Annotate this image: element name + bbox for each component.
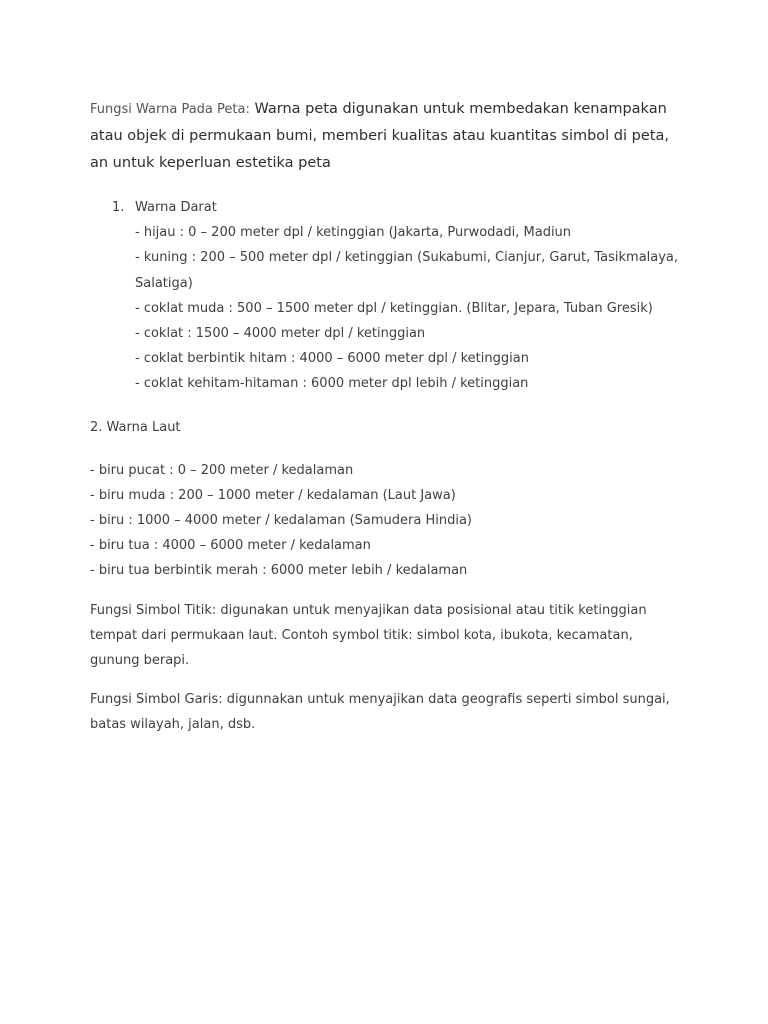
- intro-text: Warna peta digunakan untuk membedakan kenampakan atau objek di permukaan bumi, memberi kualitas atau kuantitas simbol di peta, an untuk keperluan estetika peta: [90, 101, 669, 171]
- sea-color-entry: - biru tua : 4000 – 6000 meter / kedalaman: [90, 538, 371, 554]
- sea-color-entry: - biru tua berbintik merah : 6000 meter lebih / kedalaman: [90, 563, 468, 579]
- sea-colors-heading: 2. Warna Laut: [90, 419, 181, 435]
- land-colors-number: 1.: [112, 200, 125, 215]
- land-color-entry: - coklat muda : 500 – 1500 meter dpl / ketinggian. (Blitar, Jepara, Tuban Gresik): [135, 300, 653, 316]
- intro-paragraph: [90, 96, 680, 177]
- land-color-entry: - hijau : 0 – 200 meter dpl / ketinggian (Jakarta, Purwodadi, Madiun: [135, 225, 572, 241]
- point-symbol-paragraph: Fungsi Simbol Titik: digunakan untuk menyajikan data posisional atau titik ketinggian tempat dari permukaan laut. Contoh symbol titik: simbol kota, ibukota, kecamatan, gunung berapi.: [90, 602, 647, 669]
- land-colors-item: [90, 195, 680, 397]
- sea-color-entry: - biru : 1000 – 4000 meter / kedalaman (Samudera Hindia): [90, 513, 473, 529]
- land-colors-section: [90, 195, 680, 397]
- land-colors-title: Warna Darat: [135, 200, 217, 215]
- intro-lead: Fungsi Warna Pada Peta:: [90, 102, 250, 117]
- land-color-entry: - coklat berbintik hitam : 4000 – 6000 meter dpl / ketinggian: [135, 351, 529, 367]
- land-color-entry: - kuning : 200 – 500 meter dpl / ketinggian (Sukabumi, Cianjur, Garut, Tasikmalaya, Salatiga): [135, 250, 679, 291]
- sea-color-entry: - biru muda : 200 – 1000 meter / kedalaman (Laut Jawa): [90, 487, 456, 503]
- line-symbol-paragraph: Fungsi Simbol Garis: digunnakan untuk menyajikan data geografis seperti simbol sungai, batas wilayah, jalan, dsb.: [90, 691, 670, 733]
- sea-color-entry: - biru pucat : 0 – 200 meter / kedalaman: [90, 462, 354, 478]
- document-page: [90, 96, 680, 751]
- land-color-entry: - coklat : 1500 – 4000 meter dpl / ketinggian: [135, 326, 426, 342]
- land-color-entry: - coklat kehitam-hitaman : 6000 meter dpl lebih / ketinggian: [135, 376, 529, 392]
- sea-colors-list: [90, 458, 680, 584]
